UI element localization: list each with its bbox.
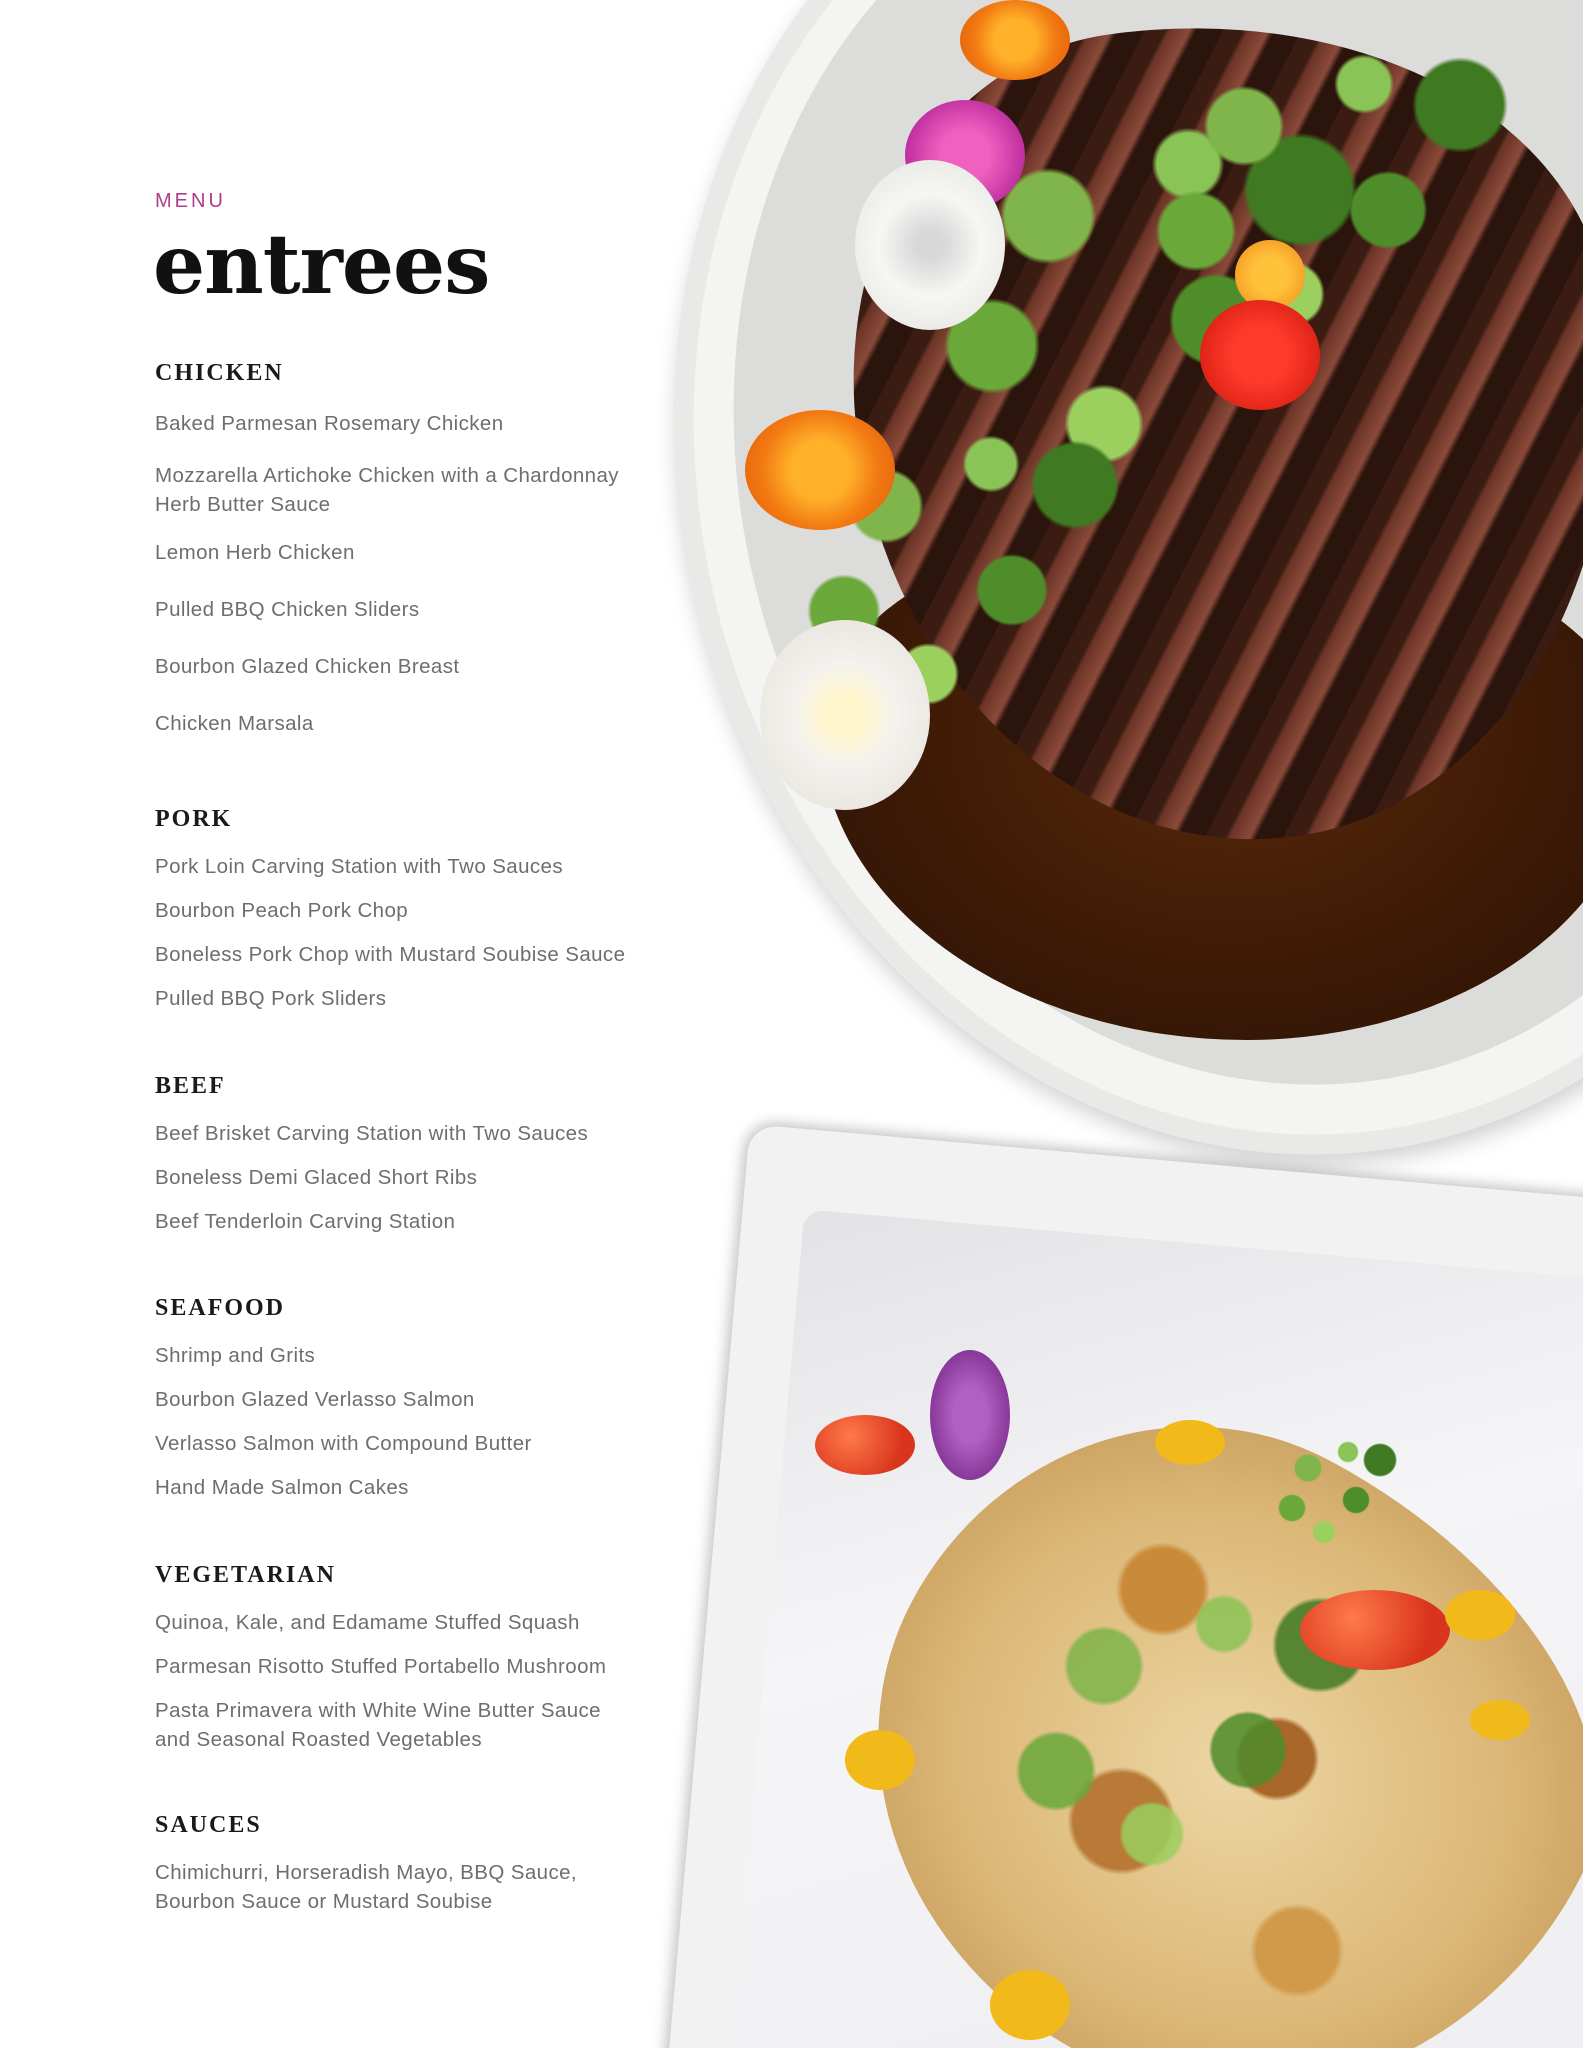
menu-item: Bourbon Glazed Chicken Breast — [155, 655, 460, 678]
menu-item: Chimichurri, Horseradish Mayo, BBQ Sauce, Bourbon Sauce or Mustard Soubise — [155, 1861, 577, 1913]
marigold-flower — [960, 0, 1070, 80]
menu-item: Baked Parmesan Rosemary Chicken — [155, 412, 504, 435]
menu-item: Quinoa, Kale, and Edamame Stuffed Squash — [155, 1611, 580, 1634]
menu-item: Bourbon Peach Pork Chop — [155, 899, 409, 922]
menu-item: Bourbon Glazed Verlasso Salmon — [155, 1388, 475, 1411]
menu-item: Chicken Marsala — [155, 712, 314, 735]
menu-item: Mozzarella Artichoke Chicken with a Chardonnay Herb Butter Sauce — [155, 464, 619, 516]
section-heading-seafood: SEAFOOD — [155, 1295, 286, 1321]
herb-sprig — [1260, 1420, 1420, 1580]
cherry-tomato — [815, 1415, 915, 1475]
menu-item: Verlasso Salmon with Compound Butter — [155, 1432, 532, 1455]
mango-sauce-dot — [845, 1730, 915, 1790]
page-title: entrees — [153, 217, 490, 313]
menu-item: Beef Tenderloin Carving Station — [155, 1210, 456, 1233]
cherry-tomato — [1300, 1590, 1450, 1670]
menu-item: Pasta Primavera with White Wine Butter Sauce and Seasonal Roasted Vegetables — [155, 1699, 601, 1751]
menu-eyebrow: MENU — [155, 190, 226, 212]
white-flower — [855, 160, 1005, 330]
marigold-flower — [745, 410, 895, 530]
section-heading-vegetarian: VEGETARIAN — [155, 1562, 336, 1588]
menu-item: Beef Brisket Carving Station with Two Sauces — [155, 1122, 589, 1145]
section-heading-chicken: CHICKEN — [155, 360, 284, 386]
menu-item: Hand Made Salmon Cakes — [155, 1476, 409, 1499]
menu-item: Lemon Herb Chicken — [155, 541, 355, 564]
section-heading-beef: BEEF — [155, 1073, 226, 1099]
section-heading-sauces: SAUCES — [155, 1812, 262, 1838]
mango-sauce-dot — [1445, 1590, 1515, 1640]
mango-sauce-dot — [1155, 1420, 1225, 1465]
menu-item: Pork Loin Carving Station with Two Sauces — [155, 855, 564, 878]
section-heading-pork: PORK — [155, 806, 233, 832]
menu-item: Boneless Pork Chop with Mustard Soubise Sauce — [155, 943, 626, 966]
menu-item: Pulled BBQ Pork Sliders — [155, 987, 387, 1010]
white-flower — [760, 620, 930, 810]
mango-sauce-dot — [990, 1970, 1070, 2040]
menu-item: Pulled BBQ Chicken Sliders — [155, 598, 420, 621]
chili-flower — [1200, 300, 1320, 410]
menu-item: Boneless Demi Glaced Short Ribs — [155, 1166, 478, 1189]
menu-item: Parmesan Risotto Stuffed Portabello Mushroom — [155, 1655, 607, 1678]
mango-sauce-dot — [1470, 1700, 1530, 1740]
red-cabbage-garnish — [930, 1350, 1010, 1480]
marigold-flower — [1235, 240, 1305, 310]
microgreens-garnish — [1100, 0, 1580, 420]
menu-item: Shrimp and Grits — [155, 1344, 316, 1367]
